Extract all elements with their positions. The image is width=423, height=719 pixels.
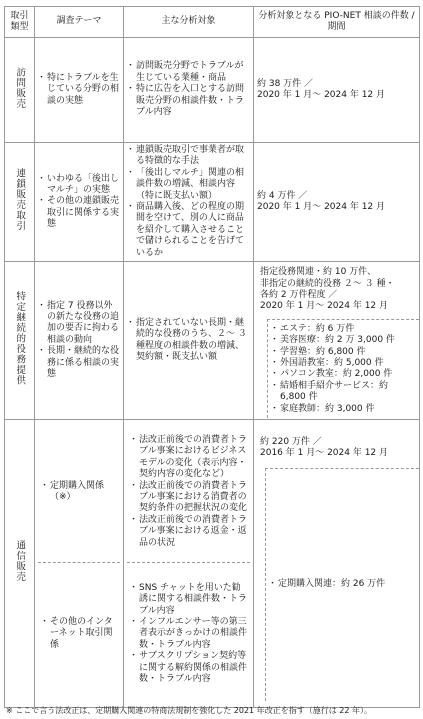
theme-item: ・ その他の連鎖販売取引に関係する実態 [38,196,120,230]
period-text: 2020 年 1 月〜 2024 年 12 月 [257,90,386,100]
targets-cell [124,262,254,420]
table-row-tsushin [5,420,420,708]
period-text: 2020 年 1 月〜 2024 年 12 月 [257,202,386,213]
category-cell [5,262,35,420]
theme-item: ・ いわゆる「後出しマルチ」の実態 [38,174,120,197]
target-item: ・ SNS チャットを用いた勧誘に関する相談件数・トラブル内容 [130,583,247,617]
count-text: 約 4 万件 ／ [257,190,308,201]
target-item: ・ 訪問販売分野でトラブルが生じている業種・商品 [127,61,250,84]
count-cell [254,38,420,143]
count-text: 約 38 万件 ／ [257,78,314,89]
count-text: 約 220 万件 ／ [260,436,322,447]
theme-item: ・ 指定 7 役務以外の新たな役務の追加の要否に拘わる相談の動向 [38,301,120,347]
target-item: ・ サブスクリプション契約等に関する解約関係の相談件数・トラブル内容 [130,651,247,685]
category-label: 連鎖販売取引 [14,168,26,232]
theme-item: ・ その他のインターネット取引関係 [41,617,117,651]
category-cell [5,143,35,262]
theme-item: ・ 長期・継続的な役務に係る相談の実態 [38,346,120,380]
theme-subcell-internet [38,563,120,705]
count-cell [254,143,420,262]
count-cell [254,420,420,708]
period-text: 2016 年 1 月〜 2024 年 12 月 [260,448,389,459]
breakdown-box [267,319,419,418]
theme-item: ・ 定期購入関係（※） [41,481,117,504]
category-label: 訪問販売 [14,66,26,109]
breakdown-item: ・ 学習塾：約 6,800 件 [271,347,416,358]
theme-cell [35,262,124,420]
breakdown-item: ・ 外国語教室：約 5,000 件 [271,358,416,369]
count-text: 指定役務関連・約 10 万件、 [260,267,377,278]
category-cell [5,420,35,708]
target-item: ・ インフルエンサー等の第三者表示がきっかけの相談件数・トラブル内容 [130,617,247,651]
footnote: ※ ここで言う法改正は、定期購入関連の特商法規制を強化した 2021 年改正を指す（施行は 22 年）。 [6,706,372,715]
breakdown-item: ・ 家庭教師：約 3,000 件 [271,404,416,415]
breakdown-item: ・ パソコン教室：約 2,000 件 [271,369,416,380]
targets-cell [124,143,254,262]
category-label: 特定継続的役務提供 [14,291,26,386]
survey-table [4,6,420,708]
count-text: 非指定の継続的役務 ２〜 ３ 種・ [260,278,395,289]
period-text: 2020 年 1 月〜 2024 年 12 月 [260,301,389,312]
target-item: ・ 指定されていない長期・継続的な役務のうち、２〜 ３ 種程度の相談件数の増減、契約額・既支払い額 [127,318,250,364]
target-item: ・ 「後出しマルチ」関連の相談件数の増減、相談内容（特に既支払い額） [127,168,250,202]
targets-subcell-teiki [127,422,250,563]
target-item: ・ 商品購入後、どの程度の期間を空けて、別の人に商品を紹介して購入させることで儲けられることを告げているか [127,202,250,259]
table-header-row [5,7,420,38]
breakdown-item: ・ エステ：約 6 万件 [271,324,416,335]
header-count-period: 分析対象となる PIO-NET 相談の件数 / 期間 [254,7,420,38]
header-targets: 主な分析対象 [124,7,254,38]
count-cell [254,262,420,420]
header-category: 取引類型 [5,7,35,38]
theme-item: ・ 特にトラブルを生じている分野の相談の実態 [38,73,120,107]
teiki-count-box [265,468,419,701]
targets-cell [124,38,254,143]
category-label: 通信販売 [14,540,26,583]
theme-cell [35,143,124,262]
theme-cell [35,420,124,708]
targets-cell [124,420,254,708]
target-item: ・ 法改正前後での消費者トラブル事案における返金・返品の状況 [130,515,247,549]
header-theme: 調査テーマ [35,7,124,38]
theme-subcell-teiki [38,422,120,563]
count-text: 各約 2 万件程度 ／ [260,289,338,300]
breakdown-item: ・ 定期購入関連：約 26 万件 [269,579,385,590]
table-row-houmon [5,38,420,143]
targets-subcell-internet [127,563,250,705]
table-row-tokutei [5,262,420,420]
table-row-rensa [5,143,420,262]
target-item: ・ 特に広告を入口とする訪問販売分野の相談件数・トラブル内容 [127,84,250,118]
category-cell [5,38,35,143]
breakdown-item: ・ 結婚相手紹介サービス：約 6,800 件 [271,381,416,404]
target-item: ・ 連鎖販売取引で事業者が取る特徴的な手法 [127,145,250,168]
theme-cell [35,38,124,143]
target-item: ・ 法改正前後での消費者トラブル事案における消費者の契約条件の把握状況の変化 [130,481,247,515]
target-item: ・ 法改正前後での消費者トラブル事案におけるビジネスモデルの変化（表示内容・契約内容の変化など） [130,435,247,481]
breakdown-item: ・ 美容医療：約 2 万 3,000 件 [271,335,416,346]
